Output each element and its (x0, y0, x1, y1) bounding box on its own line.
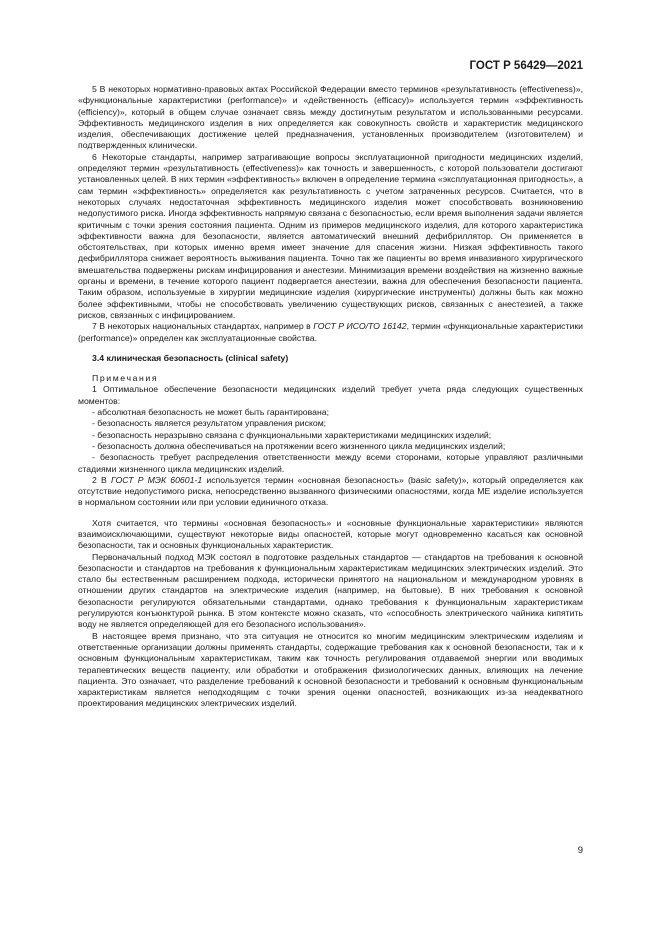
note-list-item: - безопасность является результатом управления риском; (92, 418, 327, 429)
note-2 (78, 475, 583, 509)
note-list-item: - безопасность неразрывно связана с функциональными характеристиками медицинских изделий; (92, 429, 492, 440)
paragraph-body: Хотя считается, что термины «основная безопасность» и «основные функциональные характеристики» являются взаимоисключающими, существуют некоторые виды опасностей, которые могут одновременно касаться как основной безопасности, так и основных функциональных характеристик. (78, 517, 583, 551)
paragraph-note-5: 5 В некоторых нормативно-правовых актах Российской Федерации вместо терминов «результативность (effectiveness)», «функциональные характеристики (performance)» и «действенность (efficacy)» используется термин «эффективность (efficiency)», который в общем случае означает связь между достигнутым результатом и использованными ресурсами. Эффективность медицинского изделия в них определяется как совокупность свойств и характеристик медицинского изделия, обеспечивающих достижение целей предназначения, установленных производителем (изготовителем) и подтвержденных клинически. (78, 84, 583, 151)
paragraph-body: Первоначальный подход МЭК состоял в подготовке раздельных стандартов — стандартов на требования к основной безопасности и стандартов на требования к функциональным характеристикам медицинских электрических изделий. Это стало бы естественным расширением подхода, исторически принятого на национальном и международном уровнях в отношении других стандартов на электрические изделия (например, на бытовые). В них требования к основной безопасности регулируются обязательными стандартами, однако требования к функциональным характеристикам регулируются конъюнктурой рынка. В этом контексте можно сказать, что «способность электрического чайника кипятить воду не является определяющей для его безопасного использования». (78, 551, 583, 630)
para7-text-after: , термин «функциональные характеристики (performance)» определен как эксплуатационные свойства. (78, 321, 584, 343)
spacer (78, 509, 583, 518)
paragraph-note-7 (78, 321, 583, 344)
page-number: 9 (577, 845, 583, 856)
note-1-intro: 1 Оптимальное обеспечение безопасности медицинских изделий требует учета ряда следующих существенных моментов: (78, 384, 583, 406)
standard-reference: ГОСТ Р ИСО/ТО 16142 (313, 321, 407, 332)
note-list-item: - безопасность требует распределения ответственности между всеми сторонами, которые управляют различными стадиями жизненного цикла медицинских изделий. (78, 452, 583, 474)
note-2-text-before: 2 В (92, 474, 112, 485)
notes-label: Примечания (92, 373, 159, 384)
section-heading: 3.4 клиническая безопасность (clinical safety) (92, 352, 289, 363)
note-2-text-after: используется термин «основная безопасность» (basic safety)», который определяется как отсутствие недопустимого риска, непосредственно вызванного физическими опасностями, когда МЕ изделие используется в нормальном состоянии или при условии единичного отказа. (78, 474, 583, 508)
note-list-item: - абсолютная безопасность не может быть гарантирована; (92, 407, 330, 418)
document-code-header: ГОСТ Р 56429—2021 (469, 60, 583, 72)
paragraph-note-6: 6 Некоторые стандарты, например затрагивающие вопросы эксплуатационной пригодности медицинских изделий, определяют термин «результативность (effectiveness)» как точность и завершенность, с которой пользователи достигают установленных целей. В них термин «эффективность» включен в определение термина «эксплуатационная пригодность», а сам термин «эффективность» определяется как результативность с учетом затраченных ресурсов. Считается, что в некоторых случаях недостаточная эффективность медицинского изделия может способствовать возникновению недопустимого риска. Иногда эффективность напрямую связана с безопасностью, если время выполнения задачи является критичным с точки зрения состояния пациента. Одним из примеров медицинского изделия, для которого характеристика эффективности важна для безопасности, является автоматический внешний дефибриллятор. Он применяется в обстоятельствах, при которых именно время имеет значение для спасения жизни. Низкая эффективность такого дефибриллятора снижает вероятность выживания пациента. Точно так же пациенты во время инвазивного хирургического вмешательства подвержены рискам инфицирования и анестезии. Минимизация времени воздействия на жизненно важные органы и времени, в течение которого пациент подвергается анестезии, важна для обеспечения безопасности пациента. Таким образом, используемые в хирургии медицинские изделия (хирургические инструменты) должны быть как можно более эффективными, чтобы не способствовать увеличению существующих рисков, связанных с анестезией, а также рисков, связанных с инфицированием. (78, 151, 583, 320)
paragraph-body: В настоящее время признано, что эта ситуация не относится ко многим медицинским электрическим изделиям и ответственные организации должны применять стандарты, содержащие требования как к основной безопасности, так и к основным функциональным характеристикам, таким как точность регулирования отдаваемой энергии или вводимых терапевтических веществ пациенту, или обработки и отображения физиологических данных, влияющих на лечение пациента. Это означает, что разделение требований к основной безопасности и требований к основным функциональным характеристикам является неподходящим с точки зрения оценки опасностей, возникающих из-за неадекватного проектирования медицинских электрических изделий. (78, 630, 583, 709)
para7-text-before: 7 В некоторых национальных стандартах, например в (92, 321, 314, 332)
note-list-item: - безопасность должна обеспечиваться на протяжении всего жизненного цикла медицинских изделий; (92, 440, 506, 451)
document-body (78, 84, 583, 710)
standard-reference: ГОСТ Р МЭК 60601-1 (111, 474, 203, 485)
